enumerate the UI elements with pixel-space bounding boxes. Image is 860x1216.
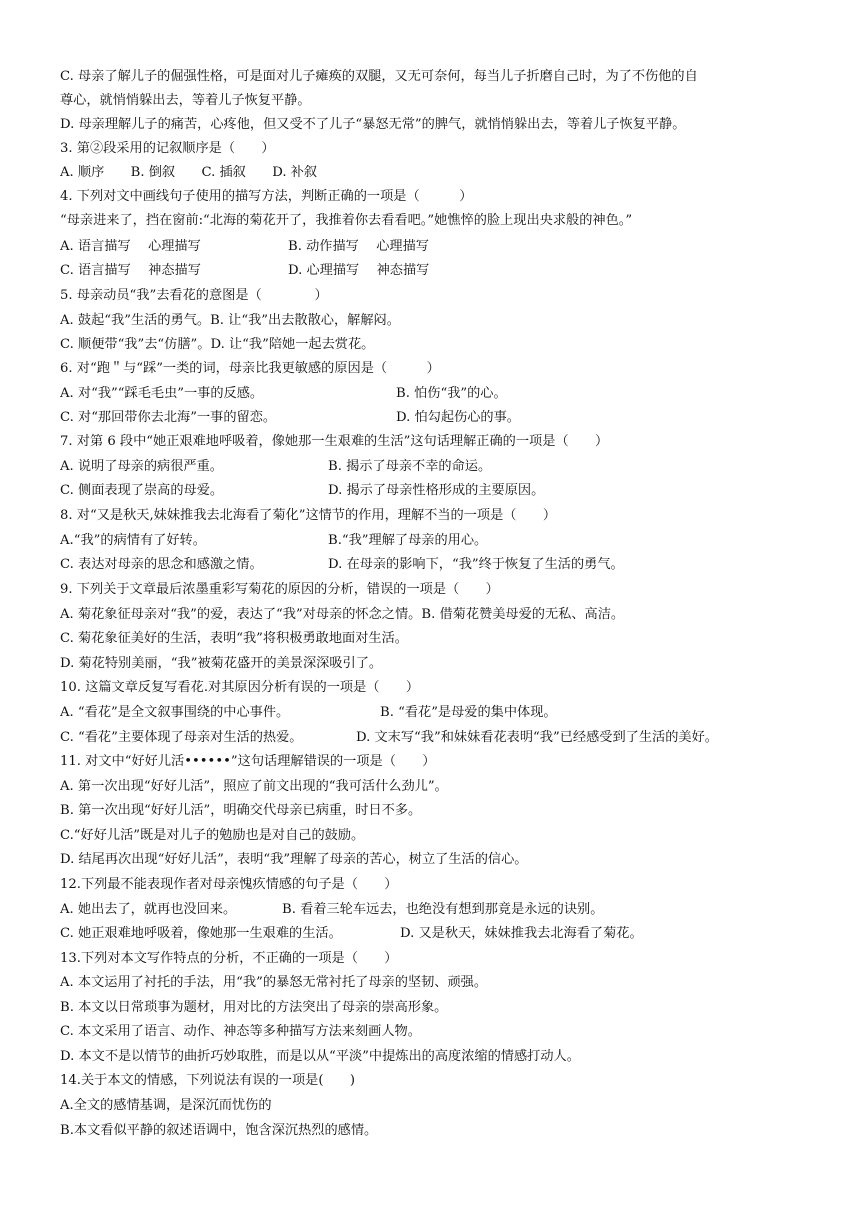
line-text: A. 鼓起“我”生活的勇气。B. 让“我”出去散散心，解解闷。 xyxy=(60,313,400,328)
line-text: 尊心，就悄悄躲出去，等着儿子恢复平静。 xyxy=(60,93,311,108)
text-line xyxy=(60,653,820,675)
line-text: C. 母亲了解儿子的倔强性格，可是面对儿子瘫痪的双腿，又无可奈何，每当儿子折磨自己时，为了不伤他的自 xyxy=(60,69,698,84)
line-text: 12.下列最不能表现作者对母亲愧疚情感的句子是（ ） xyxy=(60,877,398,892)
text-line xyxy=(60,1046,820,1068)
text-line xyxy=(60,334,820,356)
line-text: C. 本文采用了语言、动作、神态等多种描写方法来刻画人物。 xyxy=(60,1024,421,1039)
text-line xyxy=(60,579,820,601)
text-line xyxy=(60,1095,820,1117)
option-left: A. 对“我”“踩毛毛虫”一事的反感。 xyxy=(60,386,264,401)
option-right: D. 文末写“我”和妹妹看花表明“我”已经感受到了生活的美好。 xyxy=(356,730,718,745)
line-text: A. 第一次出现“好好儿活”，照应了前文出现的“我可活什么劲儿”。 xyxy=(60,779,448,794)
text-line xyxy=(60,972,820,994)
text-line xyxy=(60,138,820,160)
line-text: 11. 对文中“好好儿活••••••”这句话理解错误的一项是（ ） xyxy=(60,754,436,769)
text-line xyxy=(60,874,820,896)
text-line xyxy=(60,358,820,380)
underlined-quote-line xyxy=(60,210,820,232)
text-line xyxy=(60,948,820,970)
option-row xyxy=(60,260,820,282)
option-row xyxy=(60,456,820,478)
option-row xyxy=(60,923,820,945)
line-text: B.本文看似平静的叙述语调中，饱含深沉热烈的感情。 xyxy=(60,1123,378,1138)
line-text: A. 顺序 B. 倒叙 C. 插叙 D. 补叙 xyxy=(60,165,318,180)
option-row xyxy=(60,554,820,576)
option-row xyxy=(60,480,820,502)
option-left: A. 语言描写 心理描写 xyxy=(60,239,201,254)
option-row xyxy=(60,383,820,405)
line-text: A. 菊花象征母亲对“我”的爱，表达了“我”对母亲的怀念之情。B. 借菊花赞美母爱的无私、高洁。 xyxy=(60,607,625,622)
line-text: 13.下列对本文写作特点的分析，不正确的一项是（ ） xyxy=(60,951,398,966)
text-line xyxy=(60,285,820,307)
text-line xyxy=(60,66,820,88)
line-text: A. 本文运用了衬托的手法，用“我”的暴怒无常衬托了母亲的坚韧、顽强。 xyxy=(60,975,488,990)
option-right: B.“我”理解了母亲的用心。 xyxy=(328,533,488,548)
text-line xyxy=(60,604,820,626)
option-row xyxy=(60,899,820,921)
underlined-sentence: “母亲进来了，挡在窗前:“北海的菊花开了，我推着你去看看吧。”她憔悴的脸上现出央求般的神色。” xyxy=(60,210,632,232)
text-line xyxy=(60,162,820,184)
option-right: B. 看着三轮车远去，也绝没有想到那竟是永远的诀别。 xyxy=(282,902,604,917)
text-line xyxy=(60,186,820,208)
option-left: C. 对“那回带你去北海”一事的留恋。 xyxy=(60,410,277,425)
line-text: D. 本文不是以情节的曲折巧妙取胜，而是以从“平淡”中提炼出的高度浓缩的情感打动人。 xyxy=(60,1049,580,1064)
line-text: 6. 对“跑＂与“踩”一类的词，母亲比我更敏感的原因是（ ） xyxy=(60,361,440,376)
line-text: 9. 下列关于文章最后浓墨重彩写菊花的原因的分析，错误的一项是（ ） xyxy=(60,582,499,597)
text-line xyxy=(60,114,820,136)
line-text: A.全文的感情基调，是深沉而忧伤的 xyxy=(60,1098,272,1113)
text-line xyxy=(60,90,820,112)
option-left: A. 她出去了，就再也没回来。 xyxy=(60,902,237,917)
option-left: C. “看花”主要体现了母亲对生活的热爱。 xyxy=(60,730,303,745)
text-line xyxy=(60,751,820,773)
text-line xyxy=(60,849,820,871)
option-row xyxy=(60,702,820,724)
line-text: B. 本文以日常琐事为题材，用对比的方法突出了母亲的崇高形象。 xyxy=(60,1000,448,1015)
text-line xyxy=(60,997,820,1019)
line-text: 3. 第②段采用的记叙顺序是（ ） xyxy=(60,141,275,156)
option-right: D. 又是秋天，妹妹推我去北海看了菊花。 xyxy=(400,926,643,941)
text-line xyxy=(60,1070,820,1092)
text-line xyxy=(60,825,820,847)
option-row xyxy=(60,727,820,749)
line-text: 10. 这篇文章反复写看花.对其原因分析有误的一项是（ ） xyxy=(60,680,420,695)
text-line xyxy=(60,310,820,332)
option-row xyxy=(60,236,820,258)
option-left: A. 说明了母亲的病很严重。 xyxy=(60,459,223,474)
line-text: 4. 下列对文中画线句子使用的描写方法，判断正确的一项是（ ） xyxy=(60,189,473,204)
text-line xyxy=(60,505,820,527)
line-text: D. 结尾再次出现“好好儿活”，表明“我”理解了母亲的苦心，树立了生活的信心。 xyxy=(60,852,528,867)
line-text: C. 顺便带“我”去“仿膳”。D. 让“我”陪她一起去赏花。 xyxy=(60,337,375,352)
line-text: C. 菊花象征美好的生活，表明“我”将积极勇敢地面对生活。 xyxy=(60,631,408,646)
option-left: C. 侧面表现了崇高的母爱。 xyxy=(60,483,224,498)
option-left: A.“我”的病情有了好转。 xyxy=(60,533,206,548)
text-line xyxy=(60,628,820,650)
line-text: D. 菊花特别美丽，“我”被菊花盛开的美景深深吸引了。 xyxy=(60,656,383,671)
option-right: B. 动作描写 心理描写 xyxy=(288,239,429,254)
option-right: D. 揭示了母亲性格形成的主要原因。 xyxy=(328,483,545,498)
option-right: D. 怕勾起伤心的事。 xyxy=(396,410,520,425)
line-text: 8. 对“又是秋天,妹妹推我去北海看了菊化”这情节的作用，理解不当的一项是（ ） xyxy=(60,508,557,523)
option-right: B. “看花”是母爱的集中体现。 xyxy=(380,705,557,720)
option-row xyxy=(60,407,820,429)
text-line xyxy=(60,677,820,699)
option-left: C. 她正艰难地呼吸着，像她那一生艰难的生活。 xyxy=(60,926,342,941)
line-text: B. 第一次出现“好好儿活”，明确交代母亲已病重，时日不多。 xyxy=(60,803,422,818)
option-row xyxy=(60,530,820,552)
option-right: D. 心理描写 神态描写 xyxy=(288,263,430,278)
line-text: 14.关于本文的情感，下列说法有误的一项是( ) xyxy=(60,1073,356,1088)
line-text: 7. 对第 6 段中“她正艰难地呼吸着，像她那一生艰难的生活”这句话理解正确的一项是（ ） xyxy=(60,434,609,449)
option-right: B. 揭示了母亲不幸的命运。 xyxy=(328,459,492,474)
text-line xyxy=(60,776,820,798)
text-line xyxy=(60,1021,820,1043)
option-left: A. “看花”是全文叙事围绕的中心事件。 xyxy=(60,705,290,720)
line-text: C.“好好儿活”既是对儿子的勉励也是对自己的鼓励。 xyxy=(60,828,365,843)
option-right: B. 怕伤“我”的心。 xyxy=(396,386,507,401)
text-line xyxy=(60,800,820,822)
line-text: 5. 母亲动员“我”去看花的意图是（ ） xyxy=(60,288,328,303)
text-line xyxy=(60,431,820,453)
option-left: C. 语言描写 神态描写 xyxy=(60,263,201,278)
option-right: D. 在母亲的影响下，“我”终于恢复了生活的勇气。 xyxy=(328,557,624,572)
text-line xyxy=(60,1120,820,1142)
line-text: D. 母亲理解儿子的痛苦，心疼他，但又受不了儿子“暴怒无常”的脾气，就悄悄躲出去，等着儿子恢复平静。 xyxy=(60,117,686,132)
option-left: C. 表达对母亲的思念和感激之情。 xyxy=(60,557,263,572)
